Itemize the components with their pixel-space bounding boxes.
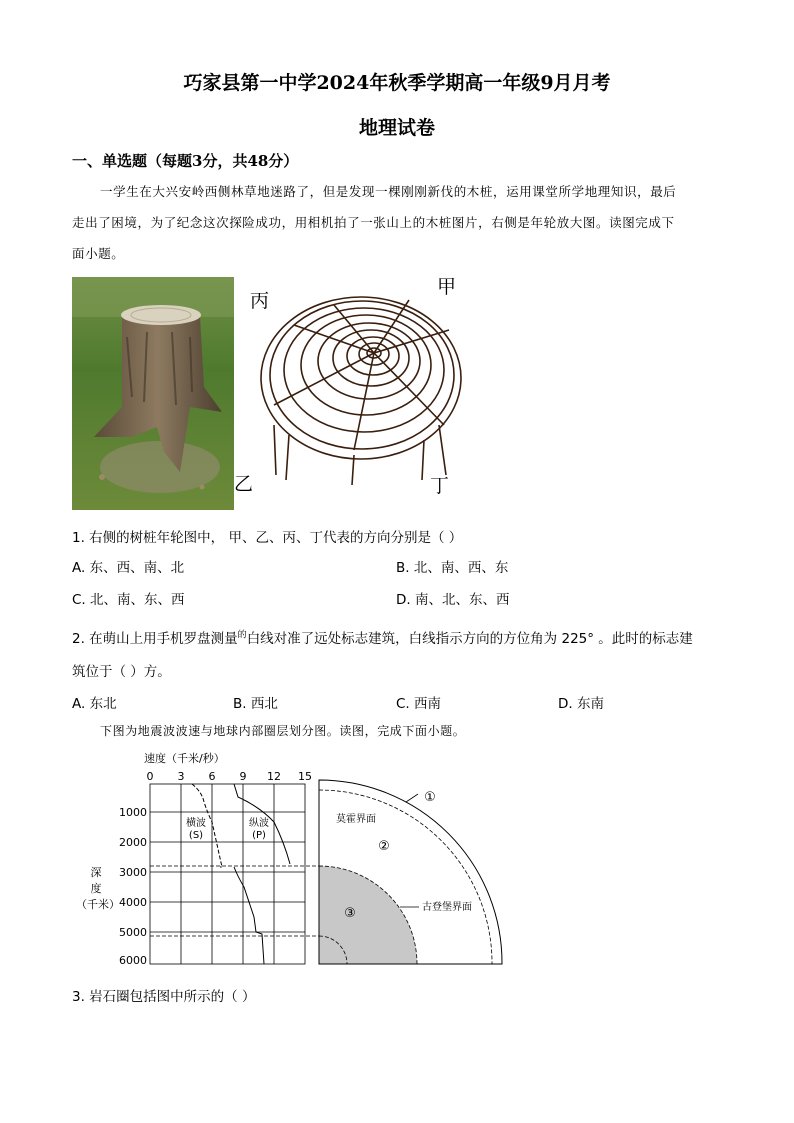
depth-tick-5000: 5000 [119, 926, 147, 939]
q2-option-d: D. 东南 [558, 696, 604, 712]
speed-tick-15: 15 [298, 770, 312, 783]
q1-option-d: D. 南、北、东、西 [396, 592, 510, 608]
layer-1-label: ① [424, 790, 436, 805]
q1-option-c: C. 北、南、东、西 [72, 592, 185, 608]
speed-tick-6: 6 [208, 770, 216, 783]
depth-tick-4000: 4000 [119, 896, 147, 909]
q2-stem-sup: 的 [237, 630, 247, 641]
speed-tick-9: 9 [239, 770, 247, 783]
speed-tick-3: 3 [177, 770, 185, 783]
page-subtitle: 地理试卷 [358, 117, 435, 139]
q2-option-b: B. 西北 [233, 696, 278, 712]
q2-stem-line2: 筑位于（ ）方。 [72, 664, 171, 680]
q2-stem [72, 627, 693, 647]
intro2: 下图为地震波波速与地球内部圈层划分图。读图，完成下面小题。 [100, 724, 466, 738]
s-wave-label-sub: (S) [188, 830, 204, 841]
moho-label: 莫霍界面 [336, 814, 376, 825]
p-wave-label-sub: (P) [252, 830, 266, 841]
q2-stem-a: 2. 在萌山上用手机罗盘测量 [72, 631, 238, 647]
q2-option-c: C. 西南 [396, 696, 442, 712]
depth-tick-3000: 3000 [119, 866, 147, 879]
ring-label-bing: 丙 [250, 290, 270, 312]
intro-line-1: 一学生在大兴安岭西侧林草地迷路了，但是发现一棵刚刚新伐的木桩，运用课堂所学地理知识，最后 [100, 184, 677, 199]
s-wave-label: 横波 [186, 818, 206, 829]
tree-ring-diagram [234, 275, 474, 500]
seismic-wave-diagram [76, 752, 514, 972]
q1-option-b: B. 北、南、西、东 [396, 560, 509, 576]
gutenberg-label: 古登堡界面 [422, 902, 472, 913]
intro-line-3: 面小题。 [72, 246, 125, 261]
ring-label-yi: 乙 [234, 473, 254, 495]
section-heading: 一、单选题（每题3分，共48分） [72, 152, 299, 170]
layer-3-label: ③ [344, 906, 356, 921]
depth-tick-1000: 1000 [119, 806, 147, 819]
q2-option-a: A. 东北 [72, 696, 117, 712]
ring-label-jia: 甲 [437, 276, 457, 298]
p-wave-label: 纵波 [249, 818, 269, 829]
speed-tick-0: 0 [146, 770, 154, 783]
ring-label-ding: 丁 [430, 475, 450, 497]
speed-axis-label: 速度（千米/秒） [144, 752, 225, 765]
depth-label-1: 深 [90, 866, 102, 879]
page-title: 巧家县第一中学2024年秋季学期高一年级9月月考 [183, 72, 611, 94]
intro-line-2: 走出了困境，为了纪念这次探险成功，用相机拍了一张山上的木桩图片，右侧是年轮放大图。读图完成下 [72, 215, 675, 230]
speed-tick-12: 12 [267, 770, 281, 783]
depth-tick-6000: 6000 [119, 954, 147, 967]
tree-stump-photo [72, 277, 234, 510]
depth-label-3: （千米） [76, 898, 120, 911]
q2-stem-b: 白线对准了远处标志建筑，白线指示方向的方位角为 225° 。此时的标志建 [246, 631, 693, 647]
depth-tick-2000: 2000 [119, 836, 147, 849]
q1-option-a: A. 东、西、南、北 [72, 560, 185, 576]
depth-label-2: 度 [90, 882, 102, 895]
layer-2-label: ② [378, 839, 390, 854]
q3-stem: 3. 岩石圈包括图中所示的（ ） [72, 989, 256, 1005]
q1-stem: 1. 右侧的树桩年轮图中， 甲、乙、丙、丁代表的方向分别是（ ） [72, 530, 463, 546]
